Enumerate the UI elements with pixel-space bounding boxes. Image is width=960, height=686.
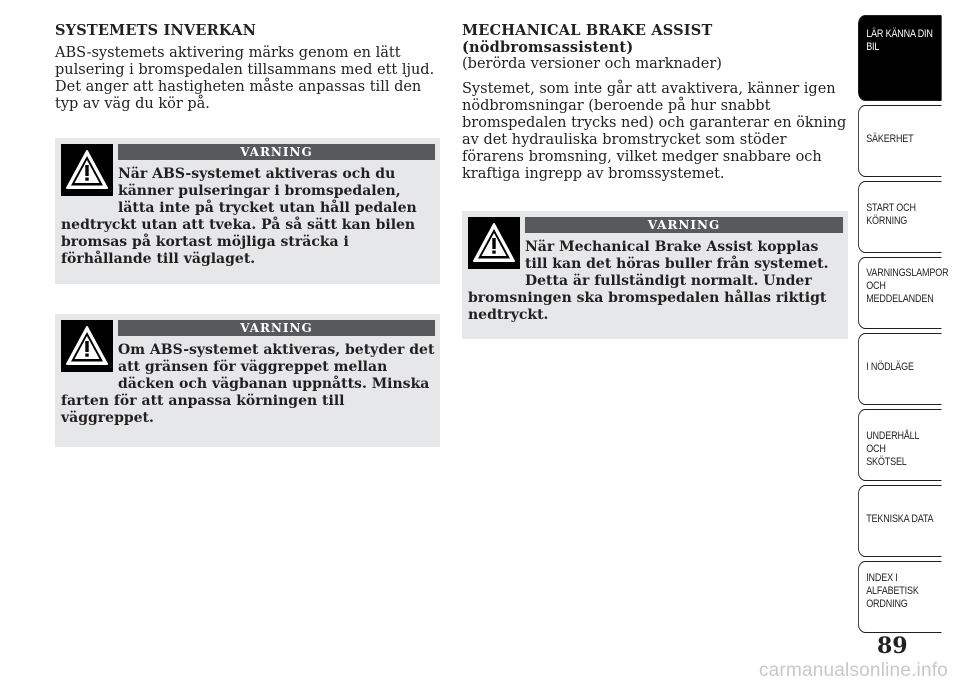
- tab-label-line: ALFABETISK: [866, 585, 919, 597]
- warning-heading: VARNING: [118, 320, 435, 336]
- tab-label-line: I NÖDLÄGE: [866, 361, 914, 373]
- warning-text: När Mechanical Brake Assist kopplas till kan det höras buller från systemet. Detta är fullständigt normalt. Under bromsningen ska bromspedalen hållas riktigt nedtryckt.: [468, 239, 829, 323]
- tab-label-line: KÖRNING: [866, 215, 908, 227]
- right-column: [462, 22, 848, 339]
- tab-label-line: START OCH: [866, 202, 916, 214]
- section-title-systemets-inverkan: SYSTEMETS INVERKAN: [55, 22, 257, 39]
- left-column: [55, 22, 440, 447]
- tab-label-line: MEDDELANDEN: [866, 293, 934, 305]
- tab-i-nodlage[interactable]: [858, 333, 942, 405]
- tab-underhall-och-skotsel[interactable]: [858, 409, 942, 481]
- tab-label-line: VARNINGSLAMPOR: [866, 267, 949, 279]
- section-subtitle: (berörda versioner och marknader): [462, 56, 722, 72]
- tab-varningslampor-och-meddelanden[interactable]: [858, 257, 949, 329]
- tab-label-line: UNDERHÅLL OCH: [866, 430, 920, 455]
- tab-label-line: INDEX I: [866, 572, 898, 584]
- section-title-line1: MECHANICAL BRAKE ASSIST: [462, 22, 713, 39]
- page-number: 89: [877, 633, 908, 659]
- tab-label-line: SKÖTSEL: [866, 456, 907, 468]
- warning-box-abs-pulse: [55, 138, 440, 284]
- tab-tekniska-data[interactable]: [858, 485, 942, 557]
- tab-start-och-korning[interactable]: [858, 181, 942, 253]
- warning-text: Om ABS-systemet aktiveras, betyder det att gränsen för väggreppet mellan däcken och vägbanan uppnåtts. Minska farten för att anpassa körningen till väggreppet.: [61, 342, 435, 426]
- tab-label-line: ORDNING: [866, 598, 908, 610]
- warning-heading: VARNING: [525, 217, 843, 233]
- tab-sakerhet[interactable]: [858, 105, 942, 177]
- tab-index-i-alfabetisk-ordning[interactable]: [858, 561, 942, 633]
- tab-lar-kanna-din-bil[interactable]: [858, 15, 942, 101]
- tab-label-line: BIL: [866, 41, 880, 53]
- warning-box-brake-assist-noise: [462, 211, 848, 339]
- section-title-mechanical-brake-assist: [462, 22, 848, 56]
- warning-text: När ABS-systemet aktiveras och du känner pulseringar i bromspedalen, lätta inte på trycket utan håll pedalen nedtryckt utan att tveka. På så sätt kan bilen bromsas på kortast möjliga sträcka i förhållande till väglaget.: [61, 166, 417, 267]
- tab-label-line: LÄR KÄNNA DIN: [866, 28, 933, 40]
- warning-triangle-icon: [61, 320, 113, 372]
- warning-box-abs-grip: [55, 314, 440, 447]
- brake-assist-paragraph: Systemet, som inte går att avaktivera, känner igen nödbromsningar (beroende på hur snabbt bromspedalen trycks ned) och garanterar en ökning av det hydrauliska bromstrycket som stöder förarens bromsning, vilket medger snabbare och kraftiga ingrepp av bromssystemet.: [462, 81, 847, 182]
- watermark: carmanualsonline.info: [758, 660, 948, 681]
- warning-heading: VARNING: [118, 144, 435, 160]
- abs-effect-paragraph: ABS-systemets aktivering märks genom en lätt pulsering i bromspedalen tillsammans med ett ljud. Det anger att hastigheten måste anpassas till den typ av väg du kör på.: [55, 45, 435, 112]
- tab-label-line: OCH: [866, 280, 886, 292]
- tab-label-line: SÄKERHET: [866, 133, 914, 145]
- warning-triangle-icon: [468, 217, 520, 269]
- warning-triangle-icon: [61, 144, 113, 196]
- tab-label-line: TEKNISKA DATA: [866, 513, 934, 525]
- section-title-line2: (nödbromsassistent): [462, 39, 634, 56]
